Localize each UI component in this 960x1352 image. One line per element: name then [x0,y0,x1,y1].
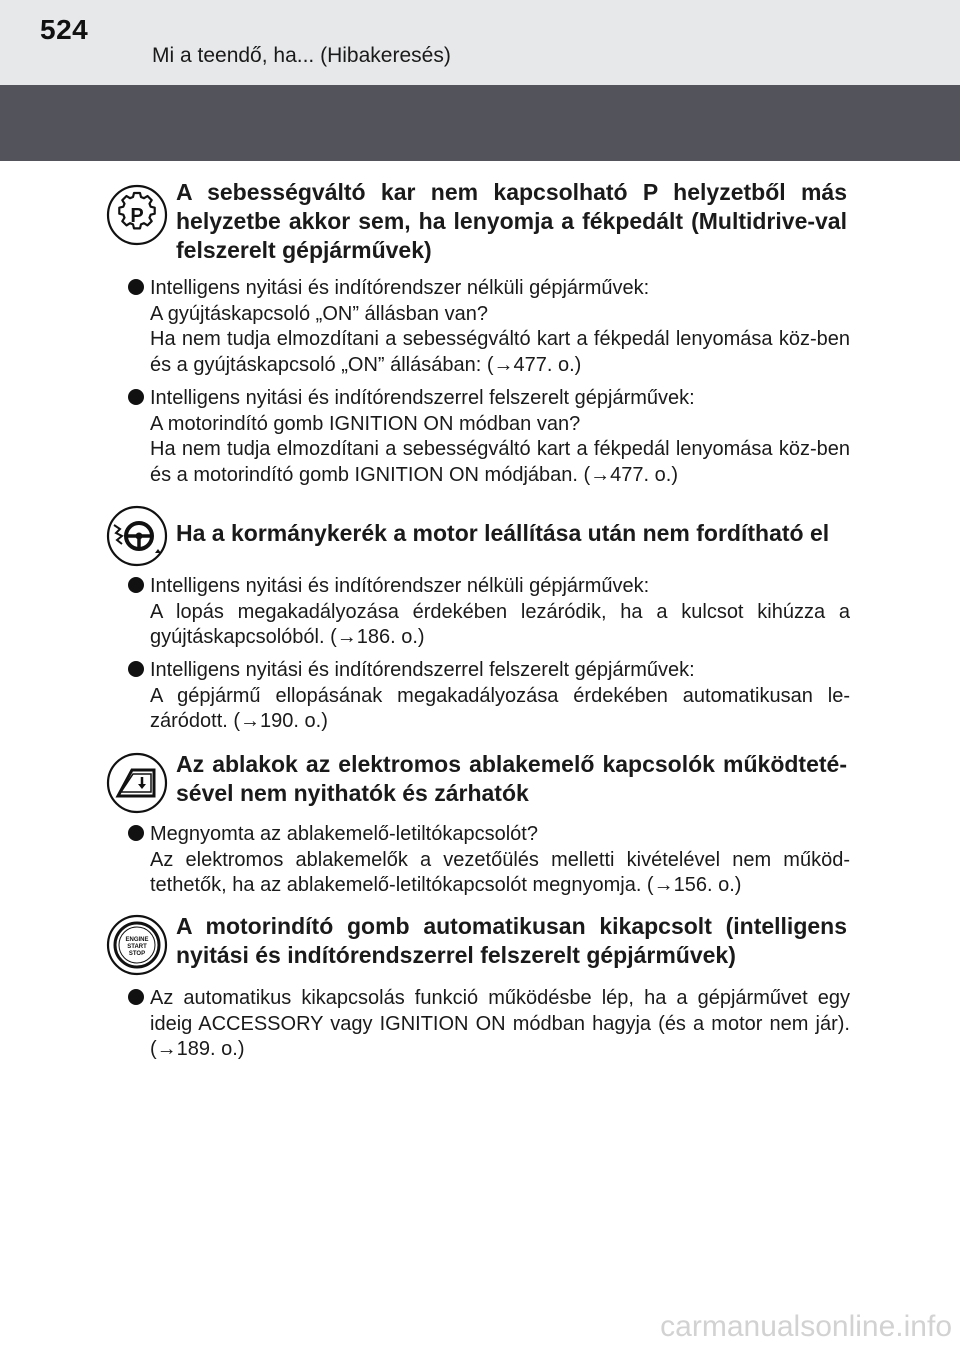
bullet-icon [128,989,144,1005]
item-line: Intelligens nyitási és indítórendszerrel felszerelt gépjárművek: [150,387,695,409]
bullet-icon [128,389,144,405]
steering-lock-icon [106,505,168,567]
icon-text-start: START [127,944,147,950]
list-item [128,986,850,1063]
item-line: A gyújtáskapcsoló „ON” állásban van? [150,302,488,325]
chapter-title: Mi a teendő, ha... (Hibakeresés) [152,44,451,67]
icon-text-engine: ENGINE [125,937,149,943]
item-line: Ha nem tudja elmozdítani a sebességváltó kart a fékpedál lenyomása köz-ben és a gyújtáskapcsoló „ON” állásában: (→477. o.) [150,328,850,376]
bullet-icon [128,661,144,677]
gear-p-icon [106,184,168,246]
section-title: A motorindító gomb automatikusan kikapcsolt (intelligens nyitási és indítórendszerrel felszerelt gépjárművek) [176,913,847,968]
bullet-icon [128,825,144,841]
bullet-icon [128,279,144,295]
icon-text-stop: STOP [128,951,146,957]
list-item [128,574,850,651]
page-number: 524 [40,14,89,45]
item-line: Intelligens nyitási és indítórendszer nélküli gépjárművek: [150,575,650,597]
power-window-icon [106,752,168,814]
section-title: A sebességváltó kar nem kapcsolható P helyzetből más helyzetbe akkor sem, ha lenyomja a fékpedált (Multidrive-val felszerelt gépjárművek) [176,179,847,263]
section-title: Ha a kormánykerék a motor leállítása után nem fordítható el [176,520,830,546]
item-line: Megnyomta az ablakemelő-letiltókapcsolót? [150,823,538,845]
item-line: Az automatikus kikapcsolás funkció működésbe lép, ha a gépjárművet egy ideig ACCESSORY vagy IGNITION ON módban hagyja (és a motor nem jár). (→189. o.) [150,987,850,1060]
engine-start-stop-icon [106,914,168,976]
item-line: Intelligens nyitási és indítórendszer nélküli gépjárművek: [150,277,650,299]
section-title: Az ablakok az elektromos ablakemelő kapcsolók működteté-sével nem nyithatók és zárhatók [176,751,847,806]
item-line: Ha nem tudja elmozdítani a sebességváltó kart a fékpedál lenyomása köz-ben és a motorindító gomb IGNITION ON módjában. (→477. o.) [150,438,850,486]
item-line: A motorindító gomb IGNITION ON módban van? [150,412,581,435]
svg-text:P: P [130,205,144,227]
watermark: carmanualsonline.info [660,1310,952,1343]
list-item [128,386,850,488]
list-item [128,658,850,735]
header-band [0,85,960,161]
list-item [128,276,850,378]
bullet-icon [128,577,144,593]
item-line: A gépjármű ellopásának megakadályozása érdekében automatikusan le-záródott. (→190. o.) [150,684,850,732]
item-line: Intelligens nyitási és indítórendszerrel felszerelt gépjárművek: [150,659,695,681]
item-line: A lopás megakadályozása érdekében lezáródik, ha a kulcsot kihúzza a gyújtáskapcsolóból. (→186. o.) [150,600,850,648]
list-item [128,822,850,899]
header-strip [0,0,960,85]
item-line: Az elektromos ablakemelők a vezetőülés melletti kivételével nem működ-tethetők, ha az ablakemelő-letiltókapcsolót megnyomja. (→156. o.) [150,848,850,896]
